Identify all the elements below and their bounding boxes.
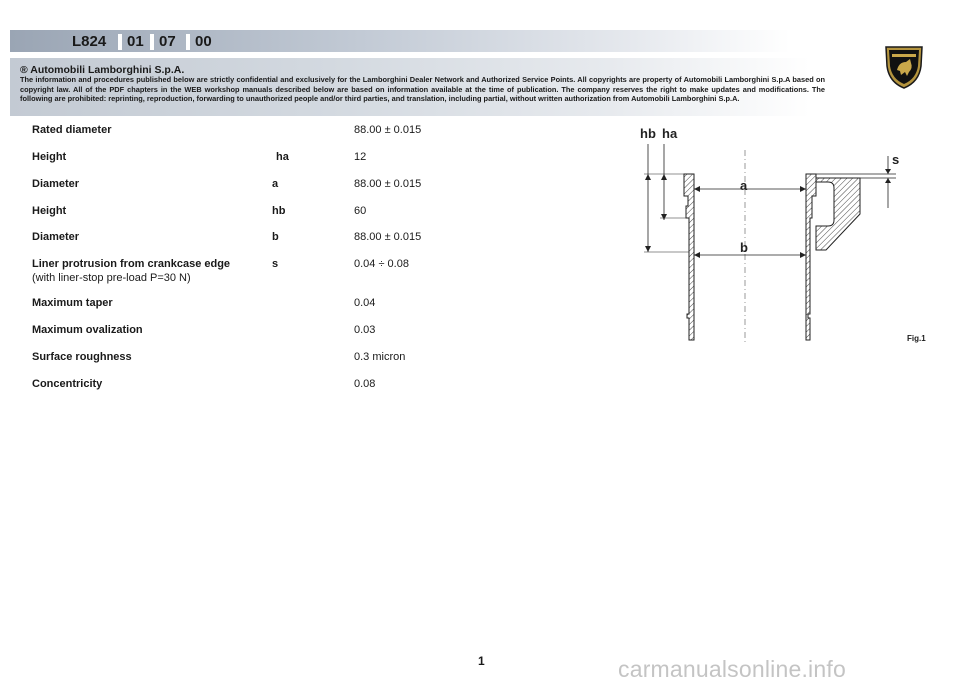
spec-symbol: hb <box>272 205 286 217</box>
watermark-text: carmanualsonline.info <box>618 656 846 682</box>
spec-value: 60 <box>354 205 367 217</box>
page-number: 1 <box>478 654 485 668</box>
spec-value: 12 <box>354 151 367 163</box>
spec-symbol: s <box>272 258 279 270</box>
doc-code-model: L824 <box>72 33 107 50</box>
figure-caption: Fig.1 <box>907 334 926 343</box>
spec-value: 88.00 ± 0.015 <box>354 178 422 190</box>
disclaimer-title: ® Automobili Lamborghini S.p.A. <box>20 64 185 76</box>
spec-value: 0.08 <box>354 378 376 390</box>
label-a: a <box>740 178 748 193</box>
spec-label: Surface roughness <box>32 351 132 363</box>
code-separator <box>118 34 122 50</box>
spec-sublabel: (with liner-stop pre-load P=30 N) <box>32 272 191 284</box>
spec-label: Height <box>32 205 67 217</box>
spec-value: 88.00 ± 0.015 <box>354 231 422 243</box>
code-separator <box>186 34 190 50</box>
label-ha: ha <box>662 126 678 141</box>
doc-code-section: 00 <box>195 33 212 50</box>
code-separator <box>150 34 154 50</box>
spec-label: Liner protrusion from crankcase edge <box>32 258 231 270</box>
doc-code-group: 01 <box>127 33 144 50</box>
spec-symbol: b <box>272 231 279 243</box>
spec-value: 0.04 <box>354 297 376 309</box>
label-hb: hb <box>640 126 656 141</box>
disclaimer-text: The information and procedures published below are strictly confidential and exclusively for the Lamborghini Dealer Network and Authorized Service Points. All copyrights are property of Automobili Lamborghini S.p.A based on copyright law. All of the PDF chapters in the WEB workshop manuals described below are based on information available at the time of publication. The company reserves the right to make updates and modifications. The following are prohibited: reprinting, reproduction, forwarding to unauthorized people and/or third parties, and translation, including partial, without written authorization from Automobili Lamborghini S.p.A. <box>20 75 825 104</box>
spec-value: 0.03 <box>354 324 376 336</box>
spec-label: Rated diameter <box>32 124 112 136</box>
spec-label: Maximum ovalization <box>32 324 143 336</box>
spec-label: Height <box>32 151 67 163</box>
cylinder-liner-diagram <box>620 122 930 352</box>
label-s: s <box>892 152 900 167</box>
spec-label: Concentricity <box>32 378 103 390</box>
spec-symbol: ha <box>276 151 289 163</box>
spec-label: Maximum taper <box>32 297 113 309</box>
spec-symbol: a <box>272 178 279 190</box>
doc-code-subgroup: 07 <box>159 33 176 50</box>
spec-label: Diameter <box>32 231 80 243</box>
spec-value: 88.00 ± 0.015 <box>354 124 422 136</box>
label-b: b <box>740 240 748 255</box>
lamborghini-shield-bull-icon <box>884 44 924 90</box>
spec-label: Diameter <box>32 178 80 190</box>
spec-value: 0.3 micron <box>354 351 406 363</box>
spec-value: 0.04 ÷ 0.08 <box>354 258 409 270</box>
